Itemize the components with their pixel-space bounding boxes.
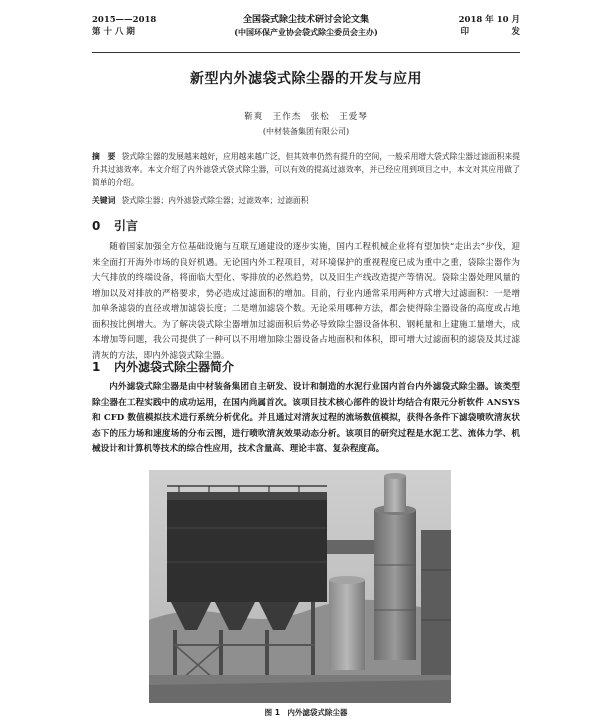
header-rule	[92, 52, 520, 53]
header-center	[92, 14, 520, 38]
header-printed: 印 发	[460, 27, 520, 37]
figure-caption: 图 1 内外滤袋式除尘器	[264, 708, 348, 717]
paper-title: 新型内外滤袋式除尘器的开发与应用	[190, 71, 422, 87]
section-heading-introduction	[92, 217, 138, 234]
section-number: 0	[92, 219, 101, 233]
header-year-range: 2015——2018	[92, 15, 157, 25]
dust-collector-illustration	[149, 470, 451, 703]
paper-authors: 靳爽 王作杰 张松 王爱琴	[244, 112, 368, 122]
introduction-paragraph: 随着国家加强全方位基础设施与互联互通建设的逐步实施，国内工程机械企业将有望加快“走出去”步伐，迎来全面打开海外市场的良好机遇。无论国内外工程项目，对环境保护的重视程度已成为重中之重，袋除尘器作为大气排放的终端设备，将面临大型化、零排放的必然趋势，以及旧生产线改造提产等情况。袋除尘器处理风量的增加以及对排放的严格要求，势必造成过滤面积的增加。目前，行业内通常采用两种方式增大过滤面积：一是增加单条滤袋的直径或增加滤袋长度；二是增加滤袋个数。无论采用哪种方法，都会使得除尘器设备的高度或占地面积按比例增大。为了解决袋式除尘器增加过滤面积后势必导致除尘器设备体积、钢耗量和上建施工量增大，成本增加等问题，我公司提供了一种可以不用增加除尘器设备占地面积和体积，即可增大过滤面积的滤袋及其过滤清灰的方法，即内外滤袋式除尘器。	[92, 242, 520, 361]
dust-collector-photo	[149, 470, 451, 703]
abstract-label: 摘 要	[92, 152, 116, 161]
header-right	[459, 14, 520, 38]
header-date: 2018 年 10 月	[458, 15, 520, 25]
abstract-text: 袋式除尘器的发展越来越好，应用越来越广泛，但其效率仍然有提升的空间，一般采用增大袋式除尘器过滤面积来提升其过滤效率。本文介绍了内外滤袋式袋式除尘器，可以有效的提高过滤效率，并已经应用到项目之中，本文对其应用做了简单的介绍。	[92, 152, 521, 187]
section-number: 1	[92, 360, 101, 374]
overview-paragraph: 内外滤袋式除尘器是由中材装备集团自主研发、设计和制造的水泥行业国内首台内外滤袋式除尘器。该类型除尘器在工程实践中的成功运用，在国内尚属首次。该项目技术核心部件的设计均结合有限元分析软件 ANSYS 和 CFD 数值模拟技术进行系统分析优化。并且通过对清灰过程的流场数值模拟，获得各条件下滤袋喷吹清灰状态下的压力场和速度场的分布云图，进行喷吹清灰效果动态分析。该项目的研究过程是水泥工艺、流体力学、机械设计和计算机等技术的综合性应用，技术含量高、理论丰富、复杂程度高。	[92, 382, 520, 454]
section-title: 引言	[114, 219, 139, 233]
abstract	[92, 150, 520, 189]
paper-affiliation: (中材装备集团有限公司)	[262, 127, 350, 136]
section-heading-overview	[92, 358, 234, 375]
header-proceedings-title: 全国袋式除尘技术研讨会论文集	[242, 15, 369, 25]
keywords-text: 袋式除尘器；内外滤袋式除尘器；过滤效率；过滤面积	[121, 196, 309, 205]
section-title: 内外滤袋式除尘器简介	[114, 360, 235, 374]
header-issue: 第 十 八 期	[92, 27, 135, 37]
keywords-label: 关键词	[92, 196, 116, 205]
keywords	[92, 194, 520, 207]
header-organizer: (中国环保产业协会袋式除尘委员会主办)	[234, 27, 378, 37]
running-header	[92, 14, 520, 44]
